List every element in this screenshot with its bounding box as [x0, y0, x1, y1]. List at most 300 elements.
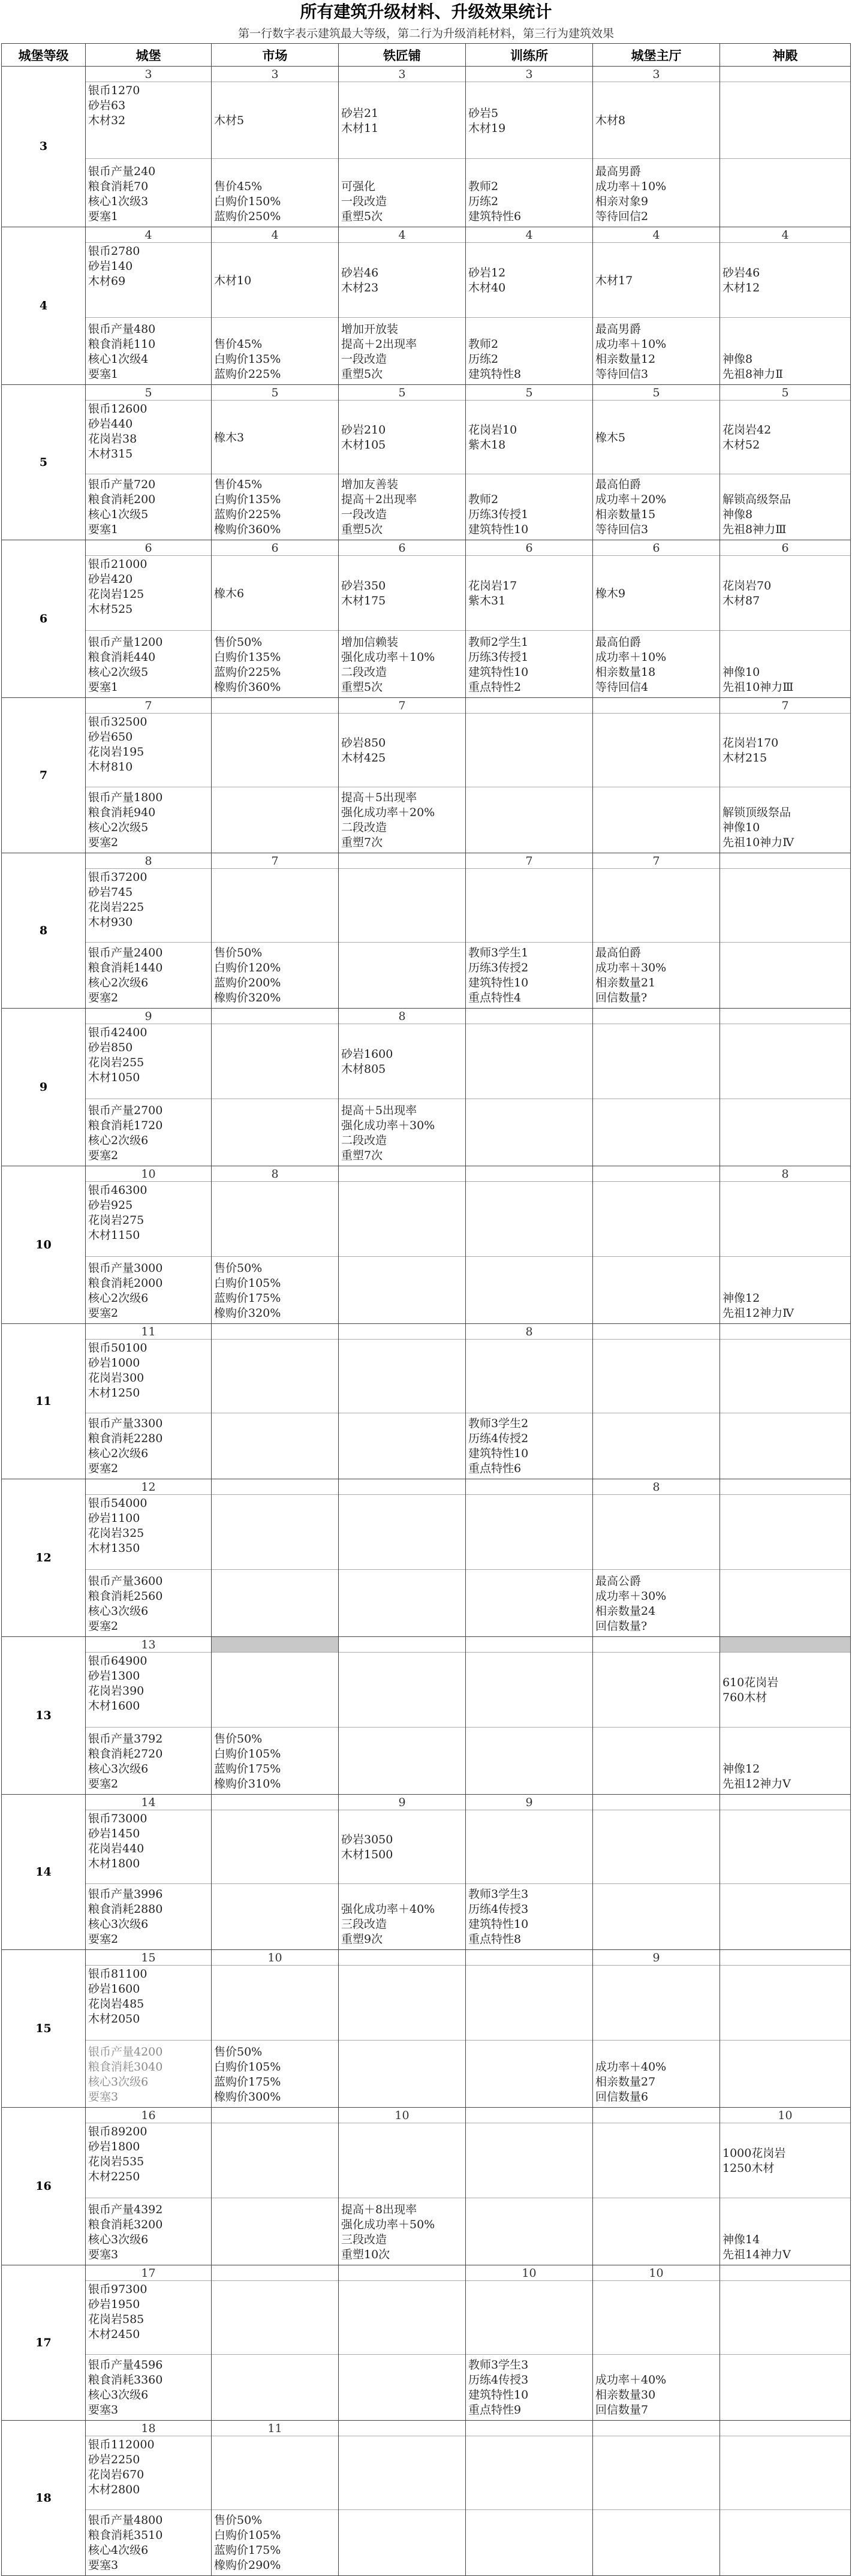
effect-line: 提高＋5出现率: [341, 791, 417, 804]
castle-cell: [86, 1009, 212, 1166]
main-hall-max-level: 3: [593, 67, 719, 82]
effect-line: 粮食消耗1440: [88, 961, 163, 974]
temple-cell: [720, 385, 851, 540]
level-row: [2, 1009, 851, 1166]
main-hall-effects: [593, 2041, 719, 2107]
material-line: 银币112000: [88, 2438, 155, 2451]
material-line: 760木材: [722, 1691, 767, 1704]
temple-cell: [720, 67, 851, 227]
temple-materials: [720, 2123, 850, 2198]
blacksmith-effects: [339, 159, 465, 227]
main-hall-max-level: 10: [593, 2265, 719, 2281]
training-effects: [466, 2198, 592, 2265]
material-line: 花岗岩440: [88, 1842, 144, 1855]
material-line: 银币32500: [88, 715, 147, 729]
temple-materials: [720, 2281, 850, 2355]
blacksmith-effects: [339, 1257, 465, 1323]
effect-line: 银币产量720: [88, 478, 156, 491]
main-hall-cell: [593, 853, 720, 1009]
temple-materials: [720, 82, 850, 159]
effect-line: 白购价135%: [214, 493, 281, 506]
material-line: 木材8: [595, 114, 626, 127]
effect-line: 橡购价360%: [214, 681, 281, 694]
effect-line: 核心2次级5: [88, 666, 149, 679]
castle-effects: [86, 1884, 211, 1949]
market-effects: [212, 2041, 338, 2107]
effect-line: 银币产量2700: [88, 1104, 163, 1117]
effect-line: 要塞2: [88, 1777, 119, 1790]
effect-line: 最高伯爵: [595, 636, 642, 649]
temple-max-level: [720, 1950, 850, 1966]
castle-effects: [86, 1413, 211, 1479]
blacksmith-max-level: 10: [339, 2108, 465, 2123]
castle-materials: [86, 243, 211, 318]
material-line: 砂岩1100: [88, 1512, 140, 1525]
market-max-level: [212, 698, 338, 714]
effect-line: 银币产量3000: [88, 1262, 163, 1275]
training-effects: [466, 2355, 592, 2420]
training-effects: [466, 318, 592, 384]
material-line: 砂岩1600: [88, 1982, 140, 1996]
main-hall-cell: [593, 2108, 720, 2265]
castle-materials: [86, 1495, 211, 1570]
effect-line: 最高男爵: [595, 323, 642, 336]
temple-cell: [720, 853, 851, 1009]
castle-effects: [86, 2198, 211, 2265]
castle-effects: [86, 787, 211, 853]
effect-line: 粮食消耗2560: [88, 1590, 163, 1603]
training-effects: [466, 159, 592, 227]
material-line: 木材11: [341, 121, 379, 135]
effect-line: 先祖8神力Ⅱ: [722, 368, 784, 381]
effect-line: 银币产量4596: [88, 2358, 163, 2372]
training-materials: [466, 1653, 592, 1728]
temple-effects: [720, 474, 850, 540]
main-hall-cell: [593, 1166, 720, 1324]
main-hall-effects: [593, 631, 719, 697]
effect-line: 白购价120%: [214, 961, 281, 974]
effect-line: 提高＋2出现率: [341, 338, 417, 351]
market-effects: [212, 2510, 338, 2575]
material-line: 木材930: [88, 916, 133, 929]
material-line: 橡木9: [595, 586, 626, 600]
header-temple: 神殿: [720, 44, 851, 67]
blacksmith-max-level: [339, 1950, 465, 1966]
effect-line: 建筑特性8: [468, 368, 522, 381]
training-materials: [466, 2123, 592, 2198]
temple-cell: [720, 1324, 851, 1479]
level-row: [2, 67, 851, 227]
effect-line: 粮食消耗3510: [88, 2529, 163, 2542]
training-effects: [466, 1728, 592, 1794]
effect-line: 要塞2: [88, 1462, 119, 1475]
effect-line: 相亲数量18: [595, 666, 656, 679]
training-cell: [466, 853, 593, 1009]
castle-cell: [86, 1479, 212, 1637]
effect-line: 建筑特性10: [468, 976, 529, 989]
effect-line: 建筑特性10: [468, 2388, 529, 2402]
training-max-level: [466, 698, 592, 714]
market-max-level: 3: [212, 67, 338, 82]
effect-line: 重塑9次: [341, 1933, 383, 1946]
training-effects: [466, 1099, 592, 1166]
main-hall-effects: [593, 1099, 719, 1166]
effect-line: 最高伯爵: [595, 946, 642, 959]
blacksmith-max-level: 8: [339, 1009, 465, 1024]
blacksmith-effects: [339, 2510, 465, 2575]
training-max-level: [466, 1166, 592, 1182]
level-row: [2, 853, 851, 1009]
effect-line: 重塑5次: [341, 681, 383, 694]
material-line: 砂岩440: [88, 417, 133, 431]
training-materials: [466, 1966, 592, 2041]
effect-line: 核心1次级4: [88, 353, 149, 366]
training-effects: [466, 943, 592, 1008]
blacksmith-effects: [339, 1413, 465, 1479]
temple-max-level: [720, 1324, 850, 1340]
effect-line: 蓝购价200%: [214, 976, 281, 989]
main-hall-max-level: 7: [593, 853, 719, 869]
material-line: 花岗岩70: [722, 579, 772, 592]
main-hall-cell: [593, 1637, 720, 1795]
effect-line: 重点特性4: [468, 991, 522, 1004]
training-max-level: 6: [466, 540, 592, 556]
header-market: 市场: [212, 44, 339, 67]
market-materials: [212, 82, 338, 159]
header-blacksmith: 铁匠铺: [339, 44, 466, 67]
material-line: 木材175: [341, 594, 386, 607]
main-hall-materials: [593, 1966, 719, 2041]
blacksmith-max-level: [339, 1324, 465, 1340]
effect-line: 神像14: [722, 2233, 760, 2246]
effect-line: 要塞3: [88, 2403, 119, 2416]
blacksmith-max-level: [339, 853, 465, 869]
effect-line: 要塞1: [88, 210, 119, 223]
effect-line: 成功率＋10%: [595, 651, 667, 664]
blacksmith-effects: [339, 1884, 465, 1949]
market-materials: [212, 1182, 338, 1257]
effect-line: 强化成功率＋50%: [341, 2218, 435, 2231]
training-materials: [466, 869, 592, 943]
main-hall-cell: [593, 67, 720, 227]
blacksmith-effects: [339, 2041, 465, 2107]
castle-cell: [86, 1950, 212, 2108]
effect-line: 银币产量4392: [88, 2203, 163, 2216]
material-line: 银币97300: [88, 2283, 147, 2296]
training-cell: [466, 1009, 593, 1166]
training-effects: [466, 474, 592, 540]
effect-line: 粮食消耗110: [88, 338, 156, 351]
effect-line: 强化成功率＋10%: [341, 651, 435, 664]
market-max-level: [212, 2265, 338, 2281]
blacksmith-cell: [339, 2421, 466, 2576]
effect-line: 重塑5次: [341, 368, 383, 381]
castle-level-cell: 3: [2, 67, 86, 227]
castle-effects: [86, 474, 211, 540]
training-cell: [466, 2421, 593, 2576]
material-line: 花岗岩300: [88, 1371, 144, 1385]
blacksmith-max-level: [339, 1479, 465, 1495]
effect-line: 先祖12神力Ⅴ: [722, 1777, 791, 1790]
market-materials: [212, 1653, 338, 1728]
temple-max-level: 5: [720, 385, 850, 401]
training-max-level: 8: [466, 1324, 592, 1340]
castle-cell: [86, 540, 212, 698]
blacksmith-cell: [339, 385, 466, 540]
castle-cell: [86, 698, 212, 853]
market-max-level: [212, 1479, 338, 1495]
effect-line: 银币产量480: [88, 323, 156, 336]
castle-max-level: 18: [86, 2421, 211, 2436]
effect-line: 教师3学生1: [468, 946, 529, 959]
material-line: 砂岩46: [722, 266, 760, 279]
temple-effects: [720, 1099, 850, 1166]
material-line: 银币37200: [88, 871, 147, 884]
temple-effects: [720, 1413, 850, 1479]
temple-effects: [720, 1257, 850, 1323]
castle-level-cell: 8: [2, 853, 86, 1009]
material-line: 木材5: [214, 114, 245, 127]
material-line: 木材1800: [88, 1857, 140, 1870]
market-max-level: [212, 2108, 338, 2123]
effect-line: 核心3次级6: [88, 2075, 149, 2089]
effect-line: 粮食消耗70: [88, 180, 149, 193]
effect-line: 三段改造: [341, 1918, 387, 1931]
temple-materials: [720, 1495, 850, 1570]
training-effects: [466, 2041, 592, 2107]
castle-effects: [86, 631, 211, 697]
effect-line: 要塞2: [88, 836, 119, 849]
effect-line: 核心3次级6: [88, 1762, 149, 1775]
effect-line: 粮食消耗3200: [88, 2218, 163, 2231]
level-row: [2, 1950, 851, 2108]
material-line: 木材525: [88, 603, 133, 616]
effect-line: 神像10: [722, 821, 760, 834]
training-cell: [466, 1166, 593, 1324]
effect-line: 售价50%: [214, 2514, 263, 2527]
effect-line: 核心2次级6: [88, 976, 149, 989]
effect-line: 等待回信2: [595, 210, 649, 223]
material-line: 1000花岗岩: [722, 2147, 786, 2160]
effect-line: 银币产量2400: [88, 946, 163, 959]
main-hall-cell: [593, 1479, 720, 1637]
castle-cell: [86, 2421, 212, 2576]
temple-materials: [720, 1966, 850, 2041]
effect-line: 建筑特性6: [468, 210, 522, 223]
market-cell: [212, 1637, 339, 1795]
training-materials: [466, 1810, 592, 1884]
material-line: 银币73000: [88, 1812, 147, 1825]
temple-cell: [720, 227, 851, 385]
temple-max-level: [720, 1795, 850, 1810]
material-line: 砂岩140: [88, 260, 133, 273]
market-effects: [212, 631, 338, 697]
material-line: 花岗岩485: [88, 1997, 144, 2011]
castle-cell: [86, 853, 212, 1009]
main-hall-materials: [593, 82, 719, 159]
market-materials: [212, 556, 338, 631]
castle-effects: [86, 159, 211, 227]
castle-materials: [86, 556, 211, 631]
temple-max-level: [720, 67, 850, 82]
effect-line: 建筑特性10: [468, 523, 529, 536]
effect-line: 相亲数量30: [595, 2388, 656, 2402]
market-effects: [212, 1099, 338, 1166]
material-line: 花岗岩255: [88, 1056, 144, 1069]
effect-line: 三段改造: [341, 2233, 387, 2246]
material-line: 木材2450: [88, 2328, 140, 2341]
effect-line: 建筑特性10: [468, 1918, 529, 1931]
training-cell: [466, 1950, 593, 2108]
effect-line: 要塞3: [88, 2559, 119, 2572]
effect-line: 强化成功率＋30%: [341, 1119, 435, 1132]
temple-max-level: 8: [720, 1166, 850, 1182]
effect-line: 可强化: [341, 180, 376, 193]
material-line: 银币54000: [88, 1497, 147, 1510]
level-row: [2, 1324, 851, 1479]
effect-line: 历练4传授3: [468, 2373, 529, 2387]
effect-line: 核心3次级6: [88, 2233, 149, 2246]
material-line: 紫木31: [468, 594, 506, 607]
market-effects: [212, 1413, 338, 1479]
material-line: 银币12600: [88, 402, 147, 416]
effect-line: 要塞2: [88, 1307, 119, 1320]
blacksmith-materials: [339, 556, 465, 631]
effect-line: 先祖10神力Ⅳ: [722, 836, 794, 849]
temple-materials: [720, 1340, 850, 1413]
training-cell: [466, 67, 593, 227]
main-hall-effects: [593, 1413, 719, 1479]
material-line: 木材215: [722, 751, 767, 765]
effect-line: 银币产量240: [88, 165, 156, 178]
training-effects: [466, 1884, 592, 1949]
blacksmith-cell: [339, 1009, 466, 1166]
effect-line: 蓝购价250%: [214, 210, 281, 223]
castle-materials: [86, 1024, 211, 1099]
effect-line: 粮食消耗440: [88, 651, 156, 664]
material-line: 砂岩1300: [88, 1669, 140, 1683]
effect-line: 神像12: [722, 1762, 760, 1775]
temple-cell: [720, 1166, 851, 1324]
material-line: 花岗岩10: [468, 423, 517, 437]
castle-effects: [86, 1257, 211, 1323]
temple-effects: [720, 631, 850, 697]
blacksmith-cell: [339, 1166, 466, 1324]
blacksmith-max-level: 5: [339, 385, 465, 401]
material-line: 木材810: [88, 760, 133, 774]
market-cell: [212, 67, 339, 227]
effect-line: 粮食消耗2000: [88, 1277, 163, 1290]
training-cell: [466, 385, 593, 540]
main-hall-effects: [593, 2198, 719, 2265]
blacksmith-effects: [339, 474, 465, 540]
castle-cell: [86, 2265, 212, 2421]
castle-level-cell: 5: [2, 385, 86, 540]
blacksmith-cell: [339, 1950, 466, 2108]
blacksmith-materials: [339, 1340, 465, 1413]
training-max-level: 3: [466, 67, 592, 82]
castle-level-cell: 13: [2, 1637, 86, 1795]
material-line: 木材2250: [88, 2170, 140, 2183]
market-materials: [212, 2281, 338, 2355]
main-hall-materials: [593, 2436, 719, 2510]
material-line: 木材10: [214, 273, 252, 287]
castle-level-cell: 7: [2, 698, 86, 853]
effect-line: 重塑5次: [341, 523, 383, 536]
effect-line: 一段改造: [341, 508, 387, 521]
effect-line: 蓝购价175%: [214, 1292, 281, 1305]
main-hall-cell: [593, 540, 720, 698]
effect-line: 售价50%: [214, 636, 263, 649]
main-hall-max-level: 5: [593, 385, 719, 401]
training-cell: [466, 1324, 593, 1479]
main-hall-materials: [593, 1495, 719, 1570]
temple-effects: [720, 318, 850, 384]
castle-max-level: 17: [86, 2265, 211, 2281]
temple-materials: [720, 556, 850, 631]
effect-line: 橡购价320%: [214, 1307, 281, 1320]
effect-line: 蓝购价175%: [214, 2075, 281, 2089]
effect-line: 二段改造: [341, 1134, 387, 1147]
blacksmith-materials: [339, 1966, 465, 2041]
main-hall-materials: [593, 2281, 719, 2355]
material-line: 花岗岩670: [88, 2468, 144, 2481]
level-row: [2, 2421, 851, 2576]
castle-cell: [86, 1637, 212, 1795]
level-row: [2, 385, 851, 540]
blacksmith-materials: [339, 1810, 465, 1884]
effect-line: 教师3学生3: [468, 2358, 529, 2372]
castle-effects: [86, 2041, 211, 2107]
material-line: 橡木5: [595, 431, 626, 444]
material-line: 花岗岩38: [88, 432, 137, 446]
market-cell: [212, 2421, 339, 2576]
effect-line: 售价45%: [214, 478, 263, 491]
material-line: 银币81100: [88, 1967, 147, 1981]
market-cell: [212, 853, 339, 1009]
market-materials: [212, 2123, 338, 2198]
effect-line: 白购价105%: [214, 2060, 281, 2074]
main-hall-max-level: [593, 1324, 719, 1340]
blacksmith-effects: [339, 631, 465, 697]
material-line: 银币46300: [88, 1184, 147, 1197]
material-line: 1250木材: [722, 2162, 775, 2175]
market-cell: [212, 1324, 339, 1479]
castle-level-cell: 18: [2, 2421, 86, 2576]
castle-max-level: 6: [86, 540, 211, 556]
castle-cell: [86, 1324, 212, 1479]
effect-line: 白购价135%: [214, 353, 281, 366]
market-effects: [212, 1257, 338, 1323]
main-hall-cell: [593, 2421, 720, 2576]
effect-line: 粮食消耗200: [88, 493, 156, 506]
effect-line: 要塞2: [88, 1933, 119, 1946]
effect-line: 重点特性8: [468, 1933, 522, 1946]
material-line: 砂岩210: [341, 423, 386, 437]
temple-max-level: 7: [720, 698, 850, 714]
market-materials: [212, 1024, 338, 1099]
main-hall-effects: [593, 2355, 719, 2420]
effect-line: 历练3传授1: [468, 651, 529, 664]
material-line: 砂岩1450: [88, 1827, 140, 1840]
market-materials: [212, 1810, 338, 1884]
effect-line: 先祖8神力Ⅲ: [722, 523, 787, 536]
main-hall-cell: [593, 1950, 720, 2108]
effect-line: 要塞2: [88, 991, 119, 1004]
level-row: [2, 540, 851, 698]
effect-line: 历练4传授2: [468, 1432, 529, 1445]
effect-line: 一段改造: [341, 195, 387, 208]
